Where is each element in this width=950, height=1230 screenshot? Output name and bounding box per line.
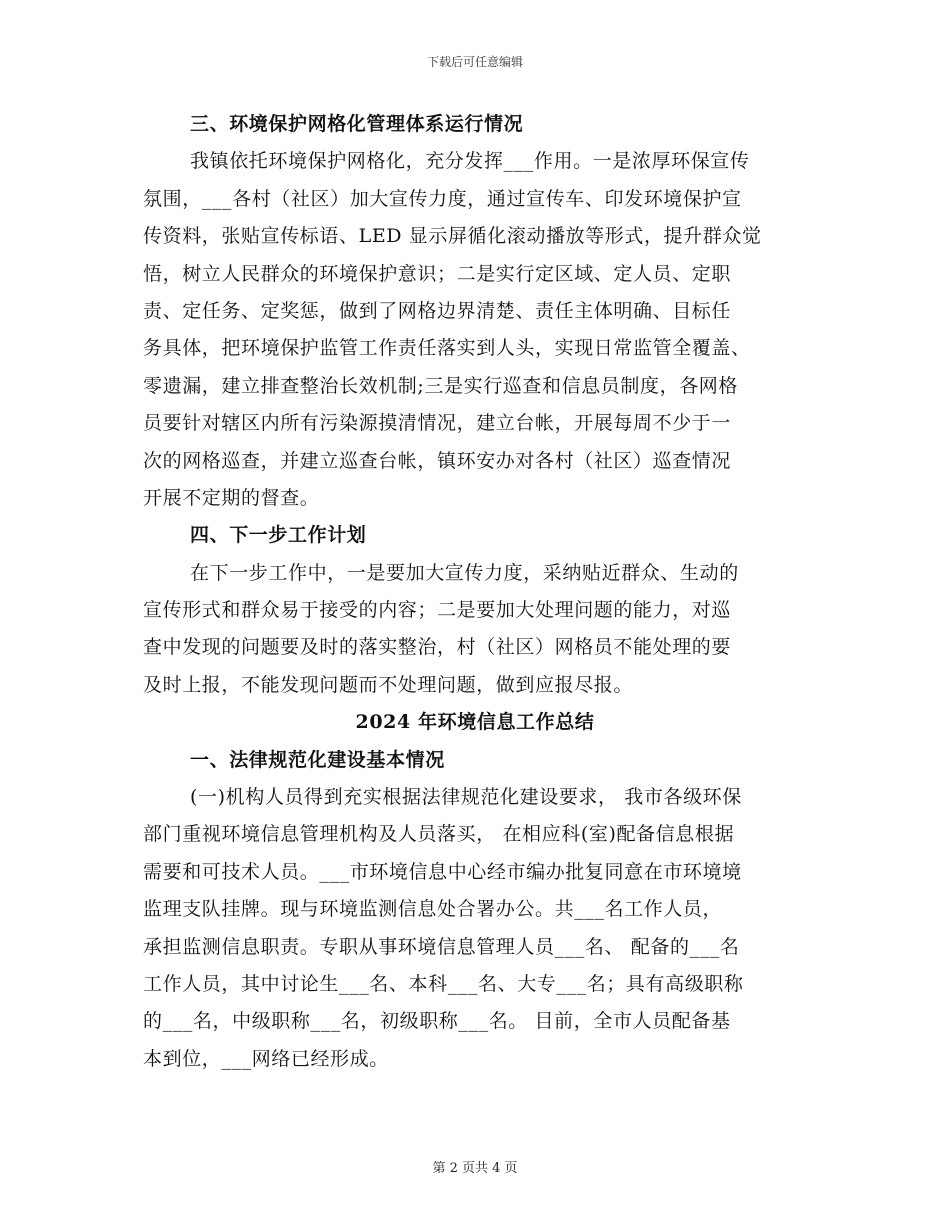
paragraph-line: 需要和可技术人员。___市环境信息中心经市编办批复同意在市环境境 bbox=[143, 860, 742, 883]
section-heading-1: 一、法律规范化建设基本情况 bbox=[190, 748, 445, 771]
section-heading-4: 四、下一步工作计划 bbox=[190, 524, 367, 547]
page-header: 下载后可任意编辑 bbox=[426, 55, 523, 69]
paragraph-line: 氛围，___各村（社区）加大宣传力度，通过宣传车、印发环境保护宣 bbox=[143, 187, 742, 210]
section-heading-3: 三、环境保护网格化管理体系运行情况 bbox=[190, 113, 524, 135]
paragraph-line: 传资料，张贴宣传标语、LED 显示屏循化滚动播放等形式，提升群众觉 bbox=[143, 225, 762, 248]
document-title: 2024 年环境信息工作总结 bbox=[355, 711, 595, 734]
paragraph-line: 监理支队挂牌。现与环境监测信息处合署办公。共___名工作人员， bbox=[143, 898, 723, 921]
page-footer: 第 2 页共 4 页 bbox=[432, 1161, 518, 1176]
paragraph-line: 及时上报，不能发现问题而不处理问题，做到应报尽报。 bbox=[143, 673, 634, 696]
paragraph-line: 宣传形式和群众易于接受的内容；二是要加大处理问题的能力，对巡 bbox=[143, 599, 732, 622]
paragraph-line: 悟，树立人民群众的环境保护意识；二是实行定区域、定人员、定职 bbox=[143, 262, 732, 285]
paragraph-line: 员要针对辖区内所有污染源摸清情况，建立台帐，开展每周不少于一 bbox=[143, 412, 732, 435]
paragraph-line: 责、定任务、定奖惩，做到了网格边界清楚、责任主体明确、目标任 bbox=[143, 299, 732, 322]
paragraph-line: 部门重视环境信息管理机构及人员落买， 在相应科(室)配备信息根据 bbox=[143, 823, 735, 846]
paragraph-line: 工作人员，其中讨论生___名、本科___名、大专___名；具有高级职称 bbox=[143, 972, 744, 995]
paragraph-line: 开展不定期的督查。 bbox=[143, 486, 320, 509]
paragraph-line: 查中发现的问题要及时的落实整治，村（社区）网格员不能处理的要 bbox=[143, 636, 732, 659]
paragraph-line: 我镇依托环境保护网格化，充分发挥___作用。一是浓厚环保宣传 bbox=[190, 150, 750, 173]
paragraph-line: 的___名，中级职称___名，初级职称___名。 目前，全市人员配备基 bbox=[143, 1010, 731, 1033]
paragraph-line: 次的网格巡查，并建立巡查台帐，镇环安办对各村（社区）巡查情况 bbox=[143, 449, 732, 472]
paragraph-line: 本到位，___网络已经形成。 bbox=[143, 1047, 389, 1070]
paragraph-line: 承担监测信息职责。专职从事环境信息管理人员___名、 配备的___名 bbox=[143, 935, 740, 958]
paragraph-line: 零遗漏，建立排查整治长效机制;三是实行巡查和信息员制度，各网格 bbox=[143, 374, 739, 397]
paragraph-line: 务具体，把环境保护监管工作责任落实到人头，实现日常监管全覆盖、 bbox=[143, 337, 751, 360]
document-body bbox=[143, 106, 807, 1078]
paragraph-line: (一)机构人员得到充实根据法律规范化建设要求， 我市各级环保 bbox=[190, 786, 742, 809]
paragraph-line: 在下一步工作中，一是要加大宣传力度，采纳贴近群众、生动的 bbox=[190, 561, 739, 584]
